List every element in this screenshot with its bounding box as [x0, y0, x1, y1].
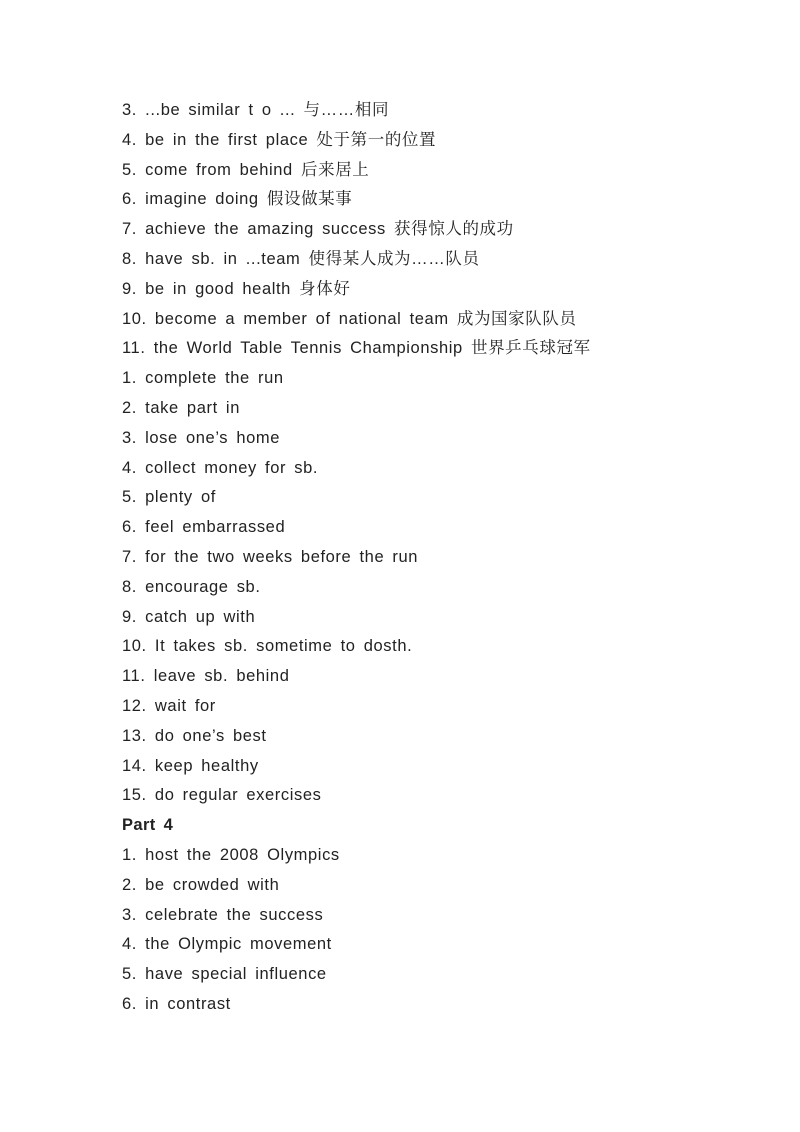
- phrase-line: 7. achieve the amazing success 获得惊人的成功: [122, 220, 514, 239]
- phrase-line: 5. come from behind 后来居上: [122, 160, 370, 179]
- phrase-line: 5. have special influence: [122, 965, 327, 984]
- phrase-line: 9. catch up with: [122, 607, 256, 626]
- phrase-line: 1. host the 2008 Olympics: [122, 845, 340, 864]
- phrase-line: 13. do one’s best: [122, 726, 267, 745]
- phrase-line: 2. take part in: [122, 398, 240, 417]
- phrase-line: 10. It takes sb. sometime to dosth.: [122, 637, 413, 656]
- phrase-line: 8. have sb. in ...team 使得某人成为……队员: [122, 249, 480, 268]
- phrase-line: 10. become a member of national team 成为国家队队员: [122, 309, 577, 328]
- phrase-line: 7. for the two weeks before the run: [122, 547, 419, 566]
- phrase-line: 11. leave sb. behind: [122, 667, 290, 686]
- phrase-list: [122, 96, 722, 1020]
- document-page: [122, 96, 722, 1020]
- phrase-line: 3. ...be similar t o ... 与……相同: [122, 101, 390, 119]
- phrase-line: 4. collect money for sb.: [122, 458, 319, 477]
- phrase-line: 3. celebrate the success: [122, 905, 324, 924]
- phrase-line: 6. imagine doing 假设做某事: [122, 190, 353, 209]
- phrase-line: 6. in contrast: [122, 994, 231, 1013]
- phrase-line: 6. feel embarrassed: [122, 518, 286, 537]
- phrase-line: 9. be in good health 身体好: [122, 279, 351, 298]
- phrase-line: 12. wait for: [122, 696, 216, 715]
- section-heading: Part 4: [122, 816, 174, 835]
- phrase-line: 4. the Olympic movement: [122, 935, 332, 954]
- phrase-line: 8. encourage sb.: [122, 577, 261, 596]
- phrase-line: 1. complete the run: [122, 369, 284, 388]
- phrase-line: 5. plenty of: [122, 488, 216, 507]
- phrase-line: 4. be in the first place 处于第一的位置: [122, 130, 437, 149]
- phrase-line: 2. be crowded with: [122, 875, 280, 894]
- phrase-line: 14. keep healthy: [122, 756, 259, 775]
- phrase-line: 11. the World Table Tennis Championship 世界乒乓球冠军: [122, 339, 591, 358]
- phrase-line: 3. lose one’s home: [122, 428, 281, 447]
- phrase-line: 15. do regular exercises: [122, 786, 322, 805]
